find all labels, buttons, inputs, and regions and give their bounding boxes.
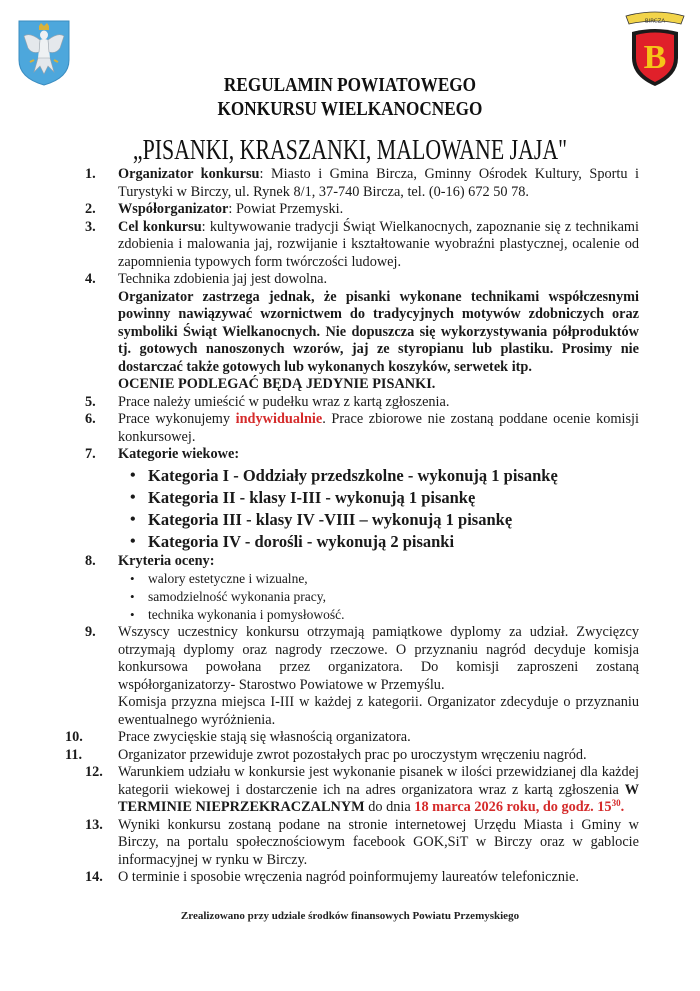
item-number: 13. <box>85 816 103 833</box>
category-list <box>118 465 639 553</box>
item-4-technique <box>85 271 639 394</box>
item-number: 14. <box>85 869 103 885</box>
svg-text:BIRCZA: BIRCZA <box>644 18 666 25</box>
item-13-results <box>85 816 639 870</box>
item-text: : Miasto i Gmina Bircza, Gminny Ośrodek Kultury, Sportu i Turystyki w Birczy, ul. Rynek 8/1, 37-740 Bircza, tel. (0-16) 672 50 78. <box>118 166 639 200</box>
item-number: 11. <box>65 746 83 763</box>
contest-name: „PISANKI, KRASZANKI, MALOWANE JAJA" <box>132 135 568 166</box>
criteria-list <box>118 570 639 624</box>
category-item: • Kategoria II - klasy I-III - wykonują 1 pisankę <box>118 487 639 509</box>
item-text: O terminie i sposobie wręczenia nagród poinformujemy laureatów telefonicznie. <box>118 869 579 885</box>
item-number: 1. <box>85 166 96 182</box>
item-number: 2. <box>85 201 96 217</box>
item-1-organizer <box>85 166 639 201</box>
item-label: Kategorie wiekowe: <box>118 446 240 462</box>
item-label: Kryteria oceny: <box>118 552 215 569</box>
item-label: Organizator konkursu <box>118 166 260 182</box>
item-text: Komisja przyzna miejsca I-III w każdej z kategorii. Organizator zdecyduje o przyznaniu ewentualnego wyróżnienia. <box>118 694 639 728</box>
item-5-packaging <box>85 393 639 412</box>
item-9-awards <box>85 624 639 729</box>
item-caps-text: OCENIE PODLEGAĆ BĘDĄ JEDYNIE PISANKI. <box>118 376 436 392</box>
item-8-criteria <box>85 552 639 625</box>
deadline-period: . <box>620 799 625 815</box>
item-2-co-organizer <box>85 201 639 219</box>
item-3-goal <box>85 218 640 272</box>
deadline-notice: W TERMINIE NIEPRZEKRACZALNYM <box>118 781 639 815</box>
item-label: Współorganizator <box>118 201 229 217</box>
item-text: Organizator przewiduje zwrot pozostałych prac po uroczystym wręczeniu nagród. <box>118 746 587 763</box>
item-number: 5. <box>85 393 96 410</box>
item-number: 10. <box>65 729 83 745</box>
item-text: . Prace zbiorowe nie zostaną poddane ocenie komisji konkursowej. <box>118 411 639 445</box>
category-item: • Kategoria I - Oddziały przedszkolne - wykonują 1 pisankę <box>118 465 639 487</box>
item-text: do dnia <box>364 799 415 815</box>
svg-text:B: B <box>643 39 667 76</box>
item-11-return <box>65 746 639 765</box>
item-6-individual <box>85 411 639 446</box>
item-number: 12. <box>85 764 103 780</box>
item-text: Warunkiem udziału w konkursie jest wykonanie pisanek w ilości przewidzianej dla każdej kategorii wiekowej i dostarczenie ich na adres organizatora wraz z kartą zgłoszenia <box>118 764 639 798</box>
item-text: Technika zdobienia jaj jest dowolna. <box>118 271 328 287</box>
document-title-line2: KONKURSU WIELKANOCNEGO <box>217 98 483 120</box>
deadline-date: 18 marca 2026 roku, do godz. 15 <box>414 799 612 815</box>
funding-footer: Zrealizowano przy udziale środków finansowych Powiatu Przemyskiego <box>180 910 520 922</box>
item-text: : Powiat Przemyski. <box>228 201 344 217</box>
item-text: Prace należy umieścić w pudełku wraz z kartą zgłoszenia. <box>118 393 450 410</box>
criteria-item: • walory estetyczne i wizualne, <box>118 570 639 588</box>
item-label: Cel konkursu <box>118 218 202 235</box>
criteria-item: • technika wykonania i pomysłowość. <box>118 606 639 624</box>
item-7-age-categories <box>85 446 639 553</box>
item-number: 8. <box>85 552 96 569</box>
regulations-list <box>65 166 640 887</box>
item-text: : kultywowanie tradycji Świąt Wielkanocnych, zapoznanie się z technikami zdobienia i malowania jaj, rozwijanie i kształtowanie wyobraźni plastycznej, ocalenie od zapomnienia typowych form twórczości ludowej. <box>118 218 640 270</box>
item-14-notification <box>85 869 639 887</box>
item-number: 3. <box>85 218 96 235</box>
item-text: Prace wykonujemy <box>118 411 236 427</box>
category-item: • Kategoria IV - dorośli - wykonują 2 pisanki <box>118 531 639 553</box>
item-number: 7. <box>85 446 96 462</box>
highlight-text: indywidualnie <box>235 411 323 427</box>
criteria-item: • samodzielność wykonania pracy, <box>118 588 639 606</box>
item-number: 6. <box>85 411 96 427</box>
item-text: Wszyscy uczestnicy konkursu otrzymają pamiątkowe dyplomy za udział. Zwycięzcy otrzymają dyplomy oraz nagrody rzeczowe. O przyznaniu nagród decyduje komisja konkursowa powołana przez organizatora. Do komisji zaproszeni zostaną współorganizatorzy- Starostwo Powiatowe w Przemyślu. <box>118 624 639 693</box>
item-text: Wyniki konkursu zostaną podane na stronie internetowej Urzędu Miasta i Gminy w Birczy, na portalu społecznościowym facebook GOK,SiT w Birczy oraz w gablocie informacyjnej w rynku w Birczy. <box>118 816 639 868</box>
item-text: Prace zwycięskie stają się własnością organizatora. <box>118 729 411 745</box>
item-bold-text: Organizator zastrzega jednak, że pisanki wykonane technikami współczesnymi powinny nawiązywać wzornictwem do tradycyjnych motywów zdobniczych oraz symboliki Świąt Wielkanocnych. Nie dopuszcza się wykorzystywania półproduktów tj. gotowych nanoszonych wzorów, jaj ze styropianu lub plastiku. Prosimy nie dostarczać także gotowych lub wykonanych koszyków, serwetek itp. <box>118 288 639 375</box>
item-number: 4. <box>85 271 96 287</box>
category-item: • Kategoria III - klasy IV -VIII – wykonują 1 pisankę <box>118 509 639 531</box>
document-title-line1: REGULAMIN POWIATOWEGO <box>223 74 477 96</box>
item-number: 9. <box>85 624 96 640</box>
item-10-ownership <box>65 729 639 747</box>
deadline-minutes: 30 <box>611 798 621 808</box>
item-12-deadline <box>85 764 639 817</box>
